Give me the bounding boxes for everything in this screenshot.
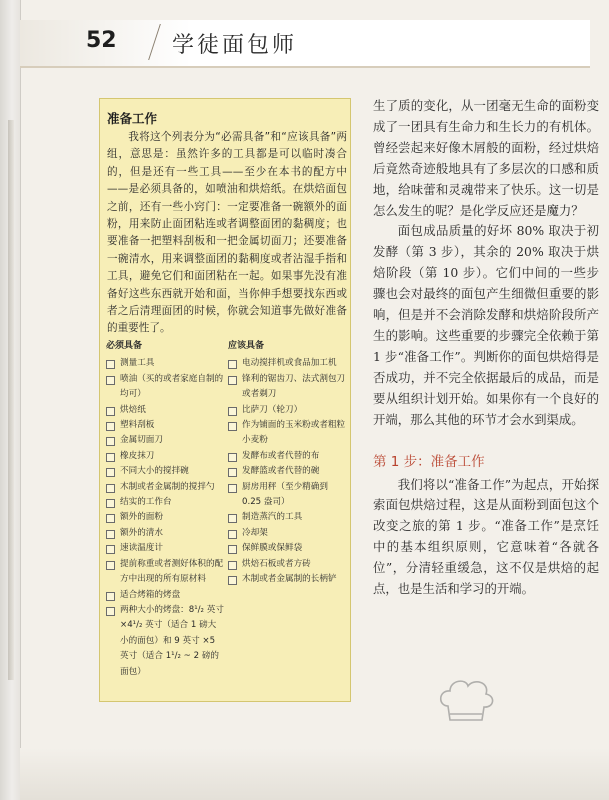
checkbox-icon [106, 407, 115, 416]
checklist-item-label: 塑料刮板 [120, 420, 155, 431]
checkbox-icon [228, 422, 237, 431]
checklist-item-label: 木制或者金属制的搅拌勺 [120, 481, 215, 492]
checklist-item [106, 588, 224, 603]
sidebar-body: 我将这个列表分为“必需具备”和“应该具备”两组，意思是：虽然许多的工具都是可以临时凑合的，但是还有一些工具——至少在本书的配方中——是必须具备的，如喷油和烘焙纸。在烘焙面包之前，还有一些小窍门：一定要准备一碗额外的面粉，用来防止面团粘连或者调整面团的黏稠度；也要准备一把塑料刮板和一把金属切面刀；还要准备一碗清水，用来调整面团的黏稠度或者沾湿手指和工具，避免它们和面团粘在一起。如果事先没有准备好这些东西就开始和面，当你伸手想要找东西或者之后清理面团的时候，你就会知道事先做好准备的重要性了。 [107, 131, 347, 335]
should-have-list [228, 339, 346, 588]
checklist-item [228, 356, 346, 371]
checklist-item-label: 锋利的锯齿刀、法式割包刀或者剃刀 [242, 373, 346, 400]
checkbox-icon [106, 422, 115, 431]
checkbox-icon [228, 453, 237, 462]
checklist-item-label: 提前称重或者测好体积的配方中出现的所有原材料 [120, 558, 224, 585]
checklist-item [106, 356, 224, 371]
sidebar-title: 准备工作 [107, 111, 158, 126]
checklist-item-label: 烘焙石板或者方砖 [242, 558, 311, 569]
checkbox-icon [106, 530, 115, 539]
checklist-item [106, 495, 224, 510]
checkbox-icon [228, 376, 237, 385]
checkbox-icon [228, 576, 237, 585]
checklist-item-label: 比萨刀（轮刀） [242, 404, 303, 415]
checklist-item [106, 372, 224, 403]
must-have-heading: 必须具备 [106, 341, 143, 351]
checklist-item-label: 发酵布或者代替的布 [242, 450, 320, 461]
checklist-item [228, 418, 346, 449]
checklist-item [228, 526, 346, 541]
checklist-item-label: 适合烤箱的烤盘 [120, 589, 181, 600]
checklist-item [228, 480, 346, 511]
checklist-item [106, 526, 224, 541]
paragraph: 生了质的变化，从一团毫无生命的面粉变成了一团具有生命力和生长力的有机体。曾经尝起来好像木屑般的面粉，经过烘焙后竟然奇迹般地具有了多层次的口感和质地，给味蕾和灵魂带来了快乐。这一切是怎么发生的呢？是化学反应还是魔力？ [373, 98, 599, 218]
page-number: 52 [86, 28, 117, 53]
checklist-item-label: 两种大小的烤盘：8¹/₂ 英寸 ×4¹/₂ 英寸（适合 1 磅大小的面包）和 9 英寸 ×5 英寸（适合 1¹/₂ ~ 2 磅的面包） [120, 604, 224, 677]
checklist-item-label: 测量工具 [120, 358, 155, 369]
checklist-item [106, 603, 224, 680]
checkbox-icon [106, 437, 115, 446]
should-have-heading: 应该具备 [228, 341, 265, 351]
checkbox-icon [106, 376, 115, 385]
checklist-item-label: 厨房用秤（至少精确到 0.25 盎司） [242, 481, 328, 508]
checkbox-icon [106, 468, 115, 477]
checklist-item [106, 418, 224, 433]
checkbox-icon [228, 484, 237, 493]
preparation-sidebar [99, 98, 351, 702]
checkbox-icon [228, 561, 237, 570]
checkbox-icon [106, 360, 115, 369]
must-have-list [106, 339, 224, 680]
checklist-item-label: 木制或者金属制的长柄铲 [242, 574, 337, 585]
checkbox-icon [228, 514, 237, 523]
checklist-item-label: 速读温度计 [120, 543, 163, 554]
paragraph: 我们将以“准备工作”为起点，开始探索面包烘焙过程，这是从面粉到面包这个改变之旅的第 1 步。“准备工作”是烹饪中的基本组织原则，它意味着“各就各位”，分清轻重缓急，这不仅是烘焙的起点，也是生活和学习的开端。 [373, 476, 599, 597]
checkbox-icon [228, 530, 237, 539]
checkbox-icon [106, 561, 115, 570]
checklist-item [228, 449, 346, 464]
checkbox-icon [228, 360, 237, 369]
section-heading: 第 1 步：准备工作 [373, 453, 485, 470]
page-bottom [20, 748, 609, 800]
checkbox-icon [228, 468, 237, 477]
checklist-item-label: 冷却架 [242, 527, 268, 538]
paragraph: 面包成品质量的好坏 80% 取决于初发酵（第 3 步），其余的 20% 取决于烘焙阶段（第 10 步）。它们中间的一些步骤也会对最终的面包产生细微但重要的影响，但是并不会消除发酵和烘焙阶段所产生的影响。这些重要的步骤完全依赖于第 1 步“准备工作”。判断你的面包烘焙得是否成功，并不完全依据最后的成品，而是要从组织计划开始。如果你有一个良好的开端，那么其他的环节才会水到渠成。 [373, 223, 599, 427]
checklist-item [228, 464, 346, 479]
checkbox-icon [106, 514, 115, 523]
chapter-title: 学徒面包师 [172, 33, 298, 58]
checkbox-icon [106, 592, 115, 601]
checkbox-icon [106, 484, 115, 493]
checklist-item [106, 480, 224, 495]
checklist-item [228, 572, 346, 587]
checklist-item-label: 烘焙纸 [120, 404, 146, 415]
checklist-item-label: 电动搅拌机或食品加工机 [242, 358, 337, 369]
checklist-item [106, 510, 224, 525]
checklist-item-label: 作为铺面的玉米粉或者粗粒小麦粉 [242, 420, 346, 446]
checklist-item-label: 金属切面刀 [120, 435, 163, 446]
checklist-item [228, 557, 346, 572]
checklist-item-label: 额外的面粉 [120, 512, 163, 523]
checklist-item [106, 449, 224, 464]
checklist-item-label: 不同大小的搅拌碗 [120, 466, 189, 477]
checklist-item-label: 橡皮抹刀 [120, 450, 155, 461]
checklist-item-label: 喷油（买的或者家庭自制的均可） [120, 373, 224, 400]
spine-shadow [8, 120, 14, 680]
checklist-item [228, 510, 346, 525]
checklist-item-label: 保鲜膜或保鲜袋 [242, 543, 303, 554]
checkbox-icon [106, 499, 115, 508]
checkbox-icon [228, 545, 237, 554]
checklist-item [106, 433, 224, 448]
checkbox-icon [106, 545, 115, 554]
checklist-item [106, 541, 224, 556]
main-text-column [373, 96, 599, 600]
checklist-item [228, 372, 346, 403]
checkbox-icon [106, 607, 115, 616]
checklist-item-label: 发酵篮或者代替的碗 [242, 466, 320, 477]
checklist-item-label: 制造蒸汽的工具 [242, 512, 303, 523]
checklist-item [228, 541, 346, 556]
checklist-item [106, 557, 224, 588]
checklist-item [106, 403, 224, 418]
checklist-item [106, 464, 224, 479]
checkbox-icon [106, 453, 115, 462]
checklist-item-label: 额外的清水 [120, 527, 163, 538]
checklist-item [228, 403, 346, 418]
chef-hat-icon [434, 676, 498, 726]
checklist-item-label: 结实的工作台 [120, 497, 172, 508]
page-header [20, 0, 609, 80]
checkbox-icon [228, 407, 237, 416]
book-spine [0, 0, 21, 800]
